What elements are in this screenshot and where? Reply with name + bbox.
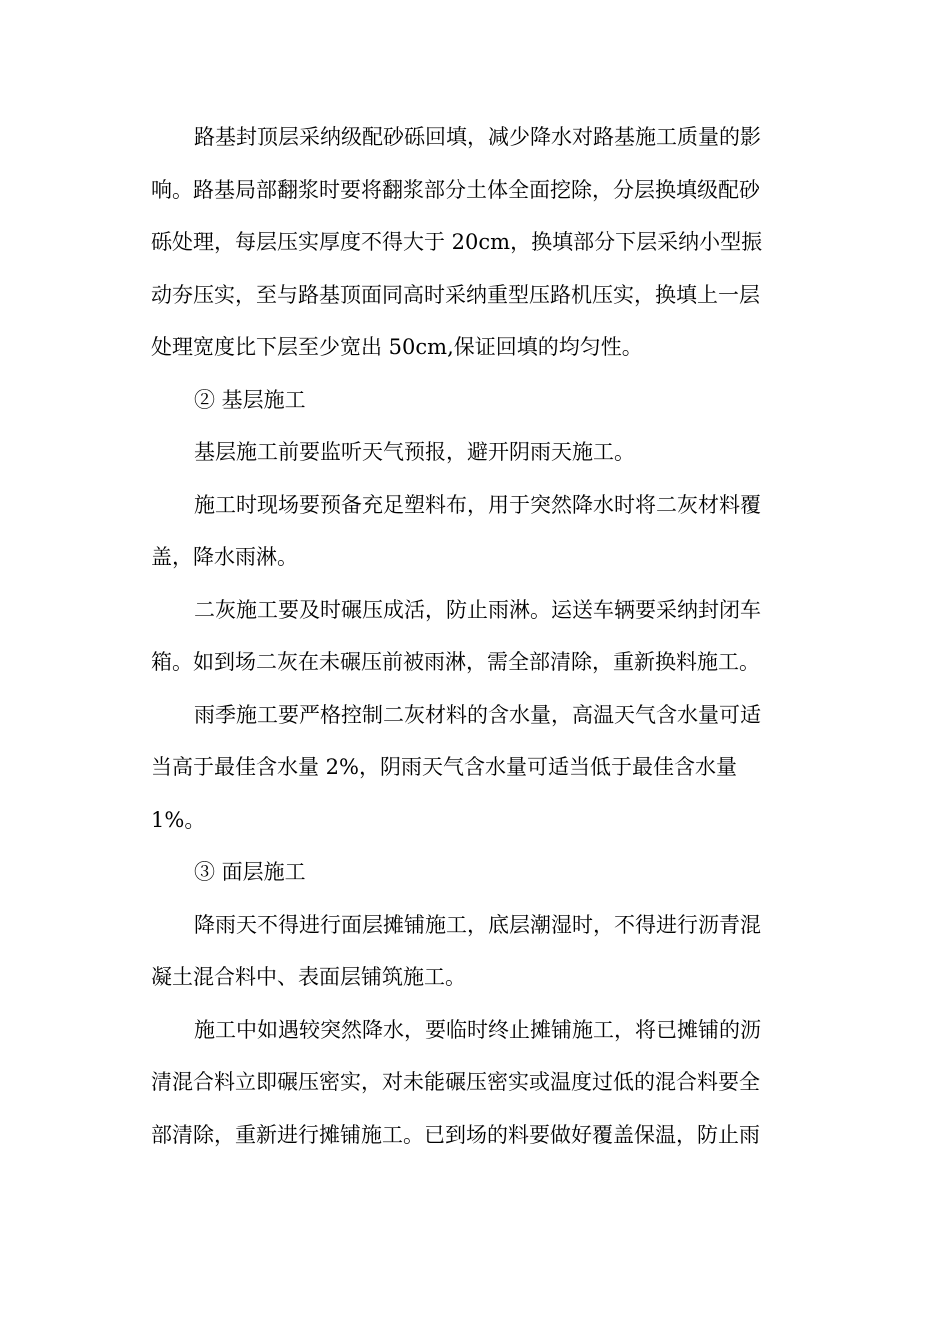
section-heading: ③ 面层施工 xyxy=(194,860,306,884)
text-line: 动夯压实，至与路基顶面同高时采纳重型压路机压实，换填上一层 xyxy=(151,282,760,307)
section-heading: ② 基层施工 xyxy=(194,387,306,412)
text-line: 施工中如遇较突然降水，要临时终止摊铺施工，将已摊铺的沥 xyxy=(194,1017,761,1042)
document-page xyxy=(151,111,801,1161)
text-line: 1%。 xyxy=(151,807,206,832)
text-line: 凝土混合料中、表面层铺筑施工。 xyxy=(151,965,466,989)
text-line: 砾处理，每层压实厚度不得大于 20cm，换填部分下层采纳小型振 xyxy=(151,230,763,254)
text-line: 降雨天不得进行面层摊铺施工，底层潮湿时，不得进行沥青混 xyxy=(194,912,761,937)
text-line: 箱。如到场二灰在未碾压前被雨淋，需全部清除，重新换料施工。 xyxy=(151,650,760,674)
text-line: 处理宽度比下层至少宽出 50cm,保证回填的均匀性。 xyxy=(151,335,643,359)
text-line: 部清除，重新进行摊铺施工。已到场的料要做好覆盖保温，防止雨 xyxy=(151,1122,760,1147)
text-line: 清混合料立即碾压密实，对未能碾压密实或温度过低的混合料要全 xyxy=(151,1070,760,1094)
text-line: 路基封顶层采纳级配砂砾回填，减少降水对路基施工质量的影 xyxy=(194,125,761,149)
text-line: 当高于最佳含水量 2%，阴雨天气含水量可适当低于最佳含水量 xyxy=(151,755,737,779)
text-line: 响。路基局部翻浆时要将翻浆部分土体全面挖除，分层换填级配砂 xyxy=(151,177,760,202)
text-line: 施工时现场要预备充足塑料布，用于突然降水时将二灰材料覆 xyxy=(194,492,761,517)
text-line: 雨季施工要严格控制二灰材料的含水量，高温天气含水量可适 xyxy=(194,702,761,727)
text-line: 基层施工前要监听天气预报，避开阴雨天施工。 xyxy=(194,440,635,464)
text-line: 盖，降水雨淋。 xyxy=(151,545,298,569)
text-line: 二灰施工要及时碾压成活，防止雨淋。运送车辆要采纳封闭车 xyxy=(194,597,761,622)
